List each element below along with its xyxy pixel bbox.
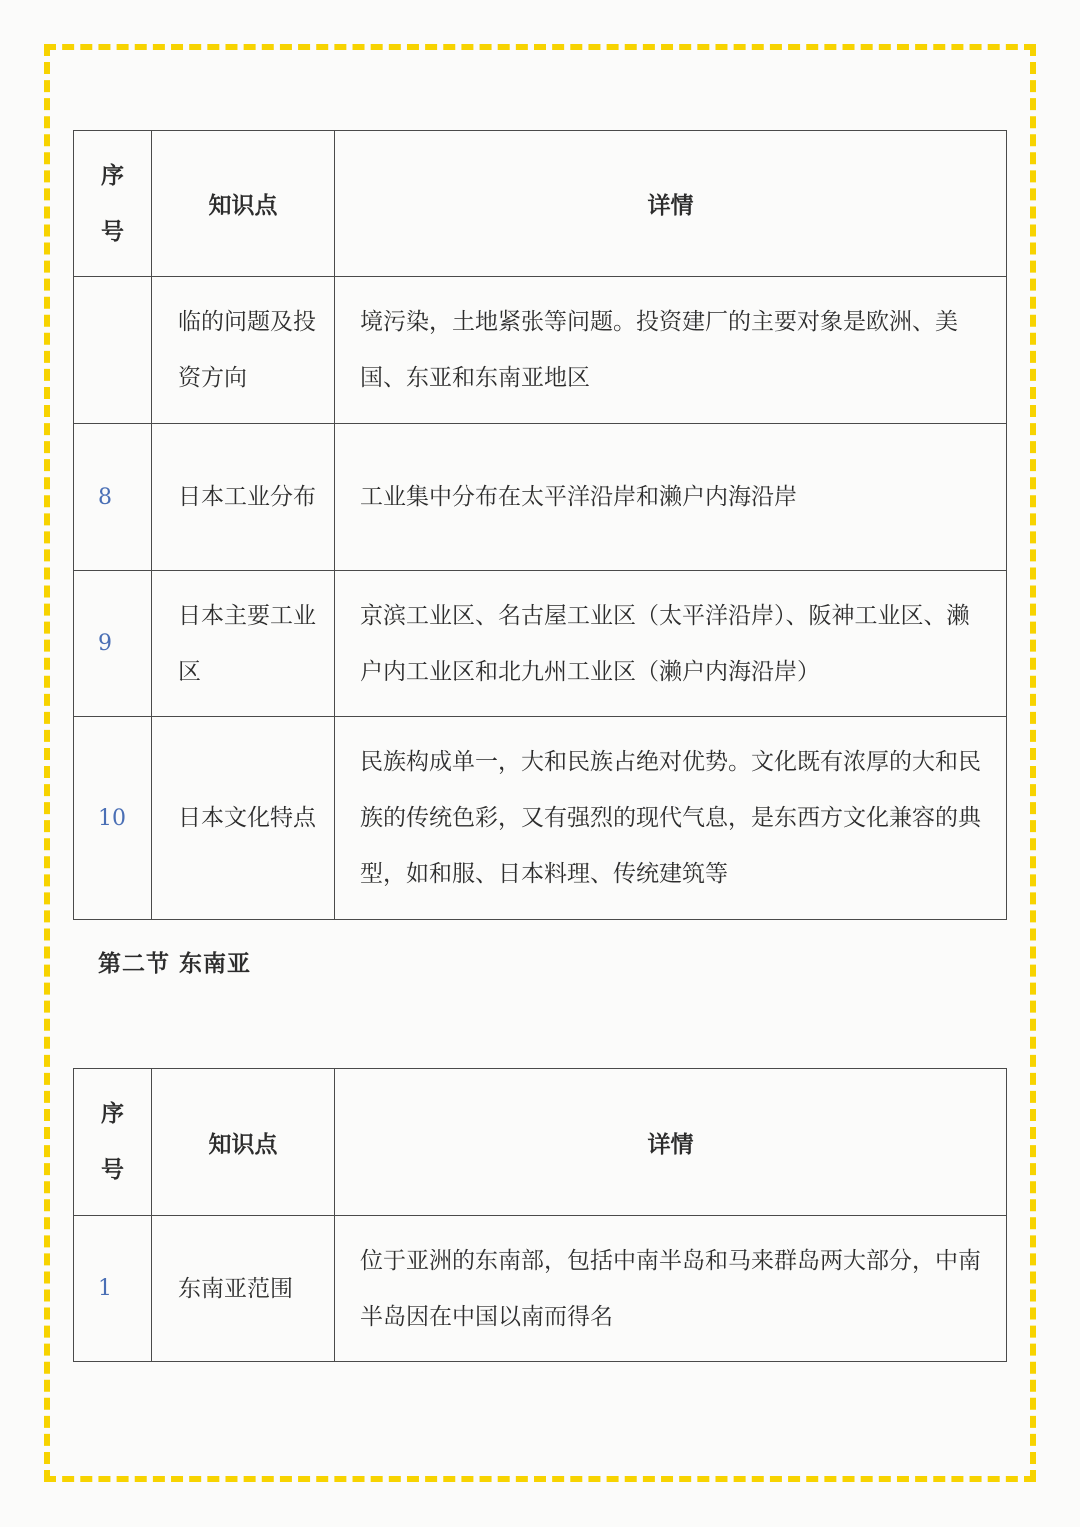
section-heading: 第二节 东南亚 [98,950,252,977]
table-header-row [74,1069,1007,1216]
row-knowledge-point: 日本文化特点 [152,717,335,920]
row-detail: 民族构成单一，大和民族占绝对优势。文化既有浓厚的大和民族的传统色彩，又有强烈的现代气息，是东西方文化兼容的典型，如和服、日本料理、传统建筑等 [335,717,1007,920]
row-number [74,277,152,424]
table-row [74,571,1007,717]
table-row [74,424,1007,571]
table-row [74,1216,1007,1362]
header-detail: 详情 [335,131,1007,277]
header-number: 序 号 [74,1069,152,1216]
row-number: 9 [74,571,152,717]
header-number: 序 号 [74,131,152,277]
header-knowledge-point: 知识点 [152,131,335,277]
knowledge-table-japan [73,130,1007,920]
header-detail: 详情 [335,1069,1007,1216]
table-row [74,277,1007,424]
row-number: 8 [74,424,152,571]
header-knowledge-point: 知识点 [152,1069,335,1216]
row-number: 1 [74,1216,152,1362]
row-detail: 位于亚洲的东南部，包括中南半岛和马来群岛两大部分，中南半岛因在中国以南而得名 [335,1216,1007,1362]
row-detail: 境污染，土地紧张等问题。投资建厂的主要对象是欧洲、美国、东亚和东南亚地区 [335,277,1007,424]
row-detail: 工业集中分布在太平洋沿岸和濑户内海沿岸 [335,424,1007,571]
table-header-row [74,131,1007,277]
row-detail: 京滨工业区、名古屋工业区（太平洋沿岸）、阪神工业区、濑户内工业区和北九州工业区（濑户内海沿岸） [335,571,1007,717]
row-knowledge-point: 日本主要工业区 [152,571,335,717]
table-row [74,717,1007,920]
knowledge-table-southeast-asia [73,1068,1007,1362]
row-knowledge-point: 日本工业分布 [152,424,335,571]
row-knowledge-point: 东南亚范围 [152,1216,335,1362]
row-knowledge-point: 临的问题及投资方向 [152,277,335,424]
row-number: 10 [74,717,152,920]
